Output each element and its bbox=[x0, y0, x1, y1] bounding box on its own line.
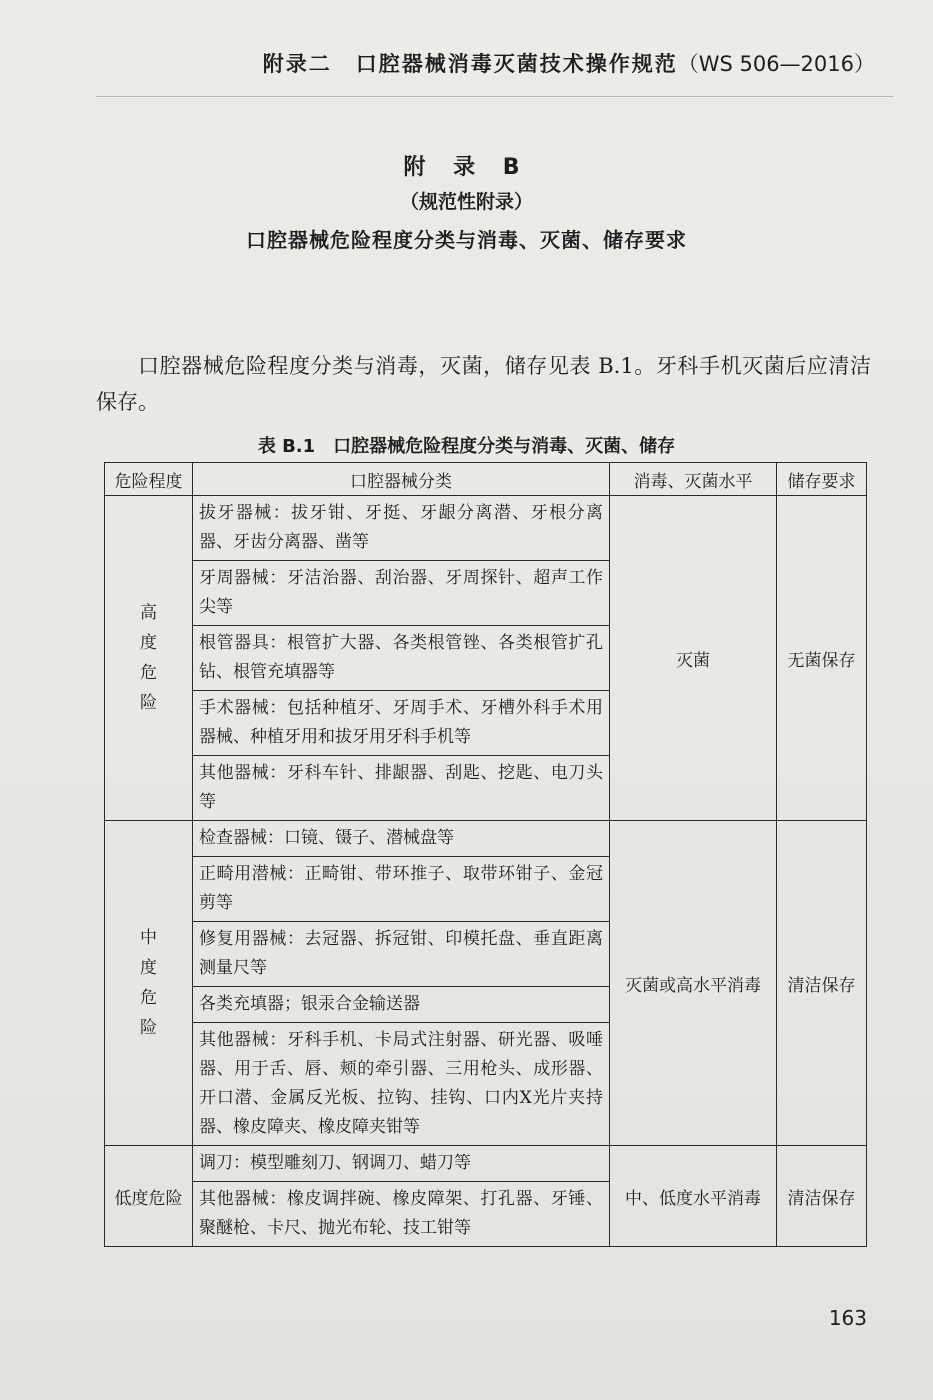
risk-level-low: 低度危险 bbox=[105, 1146, 193, 1247]
instrument-category: 检查器械：口镜、镊子、潜械盘等 bbox=[193, 821, 610, 857]
header-risk-level: 危险程度 bbox=[105, 463, 193, 496]
instrument-category: 其他器械：牙科手机、卡局式注射器、研光器、吸唾器、用于舌、唇、颊的牵引器、三用枪头、成形器、开口潜、金属反光板、拉钩、挂钩、口内X光片夹持器、橡皮障夹、橡皮障夹钳等 bbox=[193, 1023, 610, 1146]
instrument-category: 拔牙器械：拔牙钳、牙挺、牙龈分离潜、牙根分离器、牙齿分离器、凿等 bbox=[193, 496, 610, 561]
header-rule bbox=[96, 96, 893, 97]
header-instrument-category: 口腔器械分类 bbox=[193, 463, 610, 496]
instrument-category: 正畸用潜械：正畸钳、带环推子、取带环钳子、金冠剪等 bbox=[193, 857, 610, 922]
risk-level-medium-label: 中度危险 bbox=[140, 928, 157, 1038]
instrument-category: 手术器械：包括种植牙、牙周手术、牙槽外科手术用器械、种植牙用和拔牙用牙科手机等 bbox=[193, 691, 610, 756]
instrument-category: 牙周器械：牙洁治器、刮治器、牙周探针、超声工作尖等 bbox=[193, 561, 610, 626]
risk-level-medium bbox=[105, 821, 193, 1146]
table-row bbox=[105, 821, 867, 857]
appendix-type: （规范性附录） bbox=[399, 191, 533, 213]
body-paragraph: 口腔器械危险程度分类与消毒，灭菌，储存见表 B.1。牙科手机灭菌后应清洁保存。 bbox=[96, 354, 871, 414]
risk-level-high-label: 高度危险 bbox=[140, 603, 157, 713]
page-number: 163 bbox=[828, 1306, 867, 1330]
running-head-code: （WS 506—2016） bbox=[677, 52, 875, 76]
appendix-label: 附 录 B bbox=[403, 155, 530, 180]
instrument-category: 修复用器械：去冠器、拆冠钳、印模托盘、垂直距离测量尺等 bbox=[193, 922, 610, 987]
risk-level-high bbox=[105, 496, 193, 821]
table-header-row bbox=[105, 463, 867, 496]
running-head-title: 口腔器械消毒灭菌技术操作规范 bbox=[355, 52, 678, 76]
instrument-category: 调刀：模型雕刻刀、钢调刀、蜡刀等 bbox=[193, 1146, 610, 1182]
instrument-category: 各类充填器；银汞合金输送器 bbox=[193, 987, 610, 1023]
treatment-high: 灭菌 bbox=[610, 496, 777, 821]
table-caption: 表 B.1 口腔器械危险程度分类与消毒、灭菌、储存 bbox=[257, 436, 676, 457]
appendix-title: 口腔器械危险程度分类与消毒、灭菌、储存要求 bbox=[246, 228, 687, 252]
table-row bbox=[105, 496, 867, 561]
storage-medium: 清洁保存 bbox=[777, 821, 867, 1146]
running-head bbox=[0, 48, 875, 78]
running-head-appendix: 附录二 bbox=[262, 52, 332, 76]
storage-high: 无菌保存 bbox=[777, 496, 867, 821]
instrument-category: 根管器具：根管扩大器、各类根管锉、各类根管扩孔钻、根管充填器等 bbox=[193, 626, 610, 691]
storage-low: 清洁保存 bbox=[777, 1146, 867, 1247]
treatment-low: 中、低度水平消毒 bbox=[610, 1146, 777, 1247]
header-storage: 储存要求 bbox=[777, 463, 867, 496]
classification-table bbox=[104, 462, 867, 1247]
header-treatment-level: 消毒、灭菌水平 bbox=[610, 463, 777, 496]
instrument-category: 其他器械：牙科车针、排龈器、刮匙、挖匙、电刀头等 bbox=[193, 756, 610, 821]
instrument-category: 其他器械：橡皮调拌碗、橡皮障架、打孔器、牙锤、聚醚枪、卡尺、抛光布轮、技工钳等 bbox=[193, 1182, 610, 1247]
treatment-medium: 灭菌或高水平消毒 bbox=[610, 821, 777, 1146]
table-row bbox=[105, 1146, 867, 1182]
